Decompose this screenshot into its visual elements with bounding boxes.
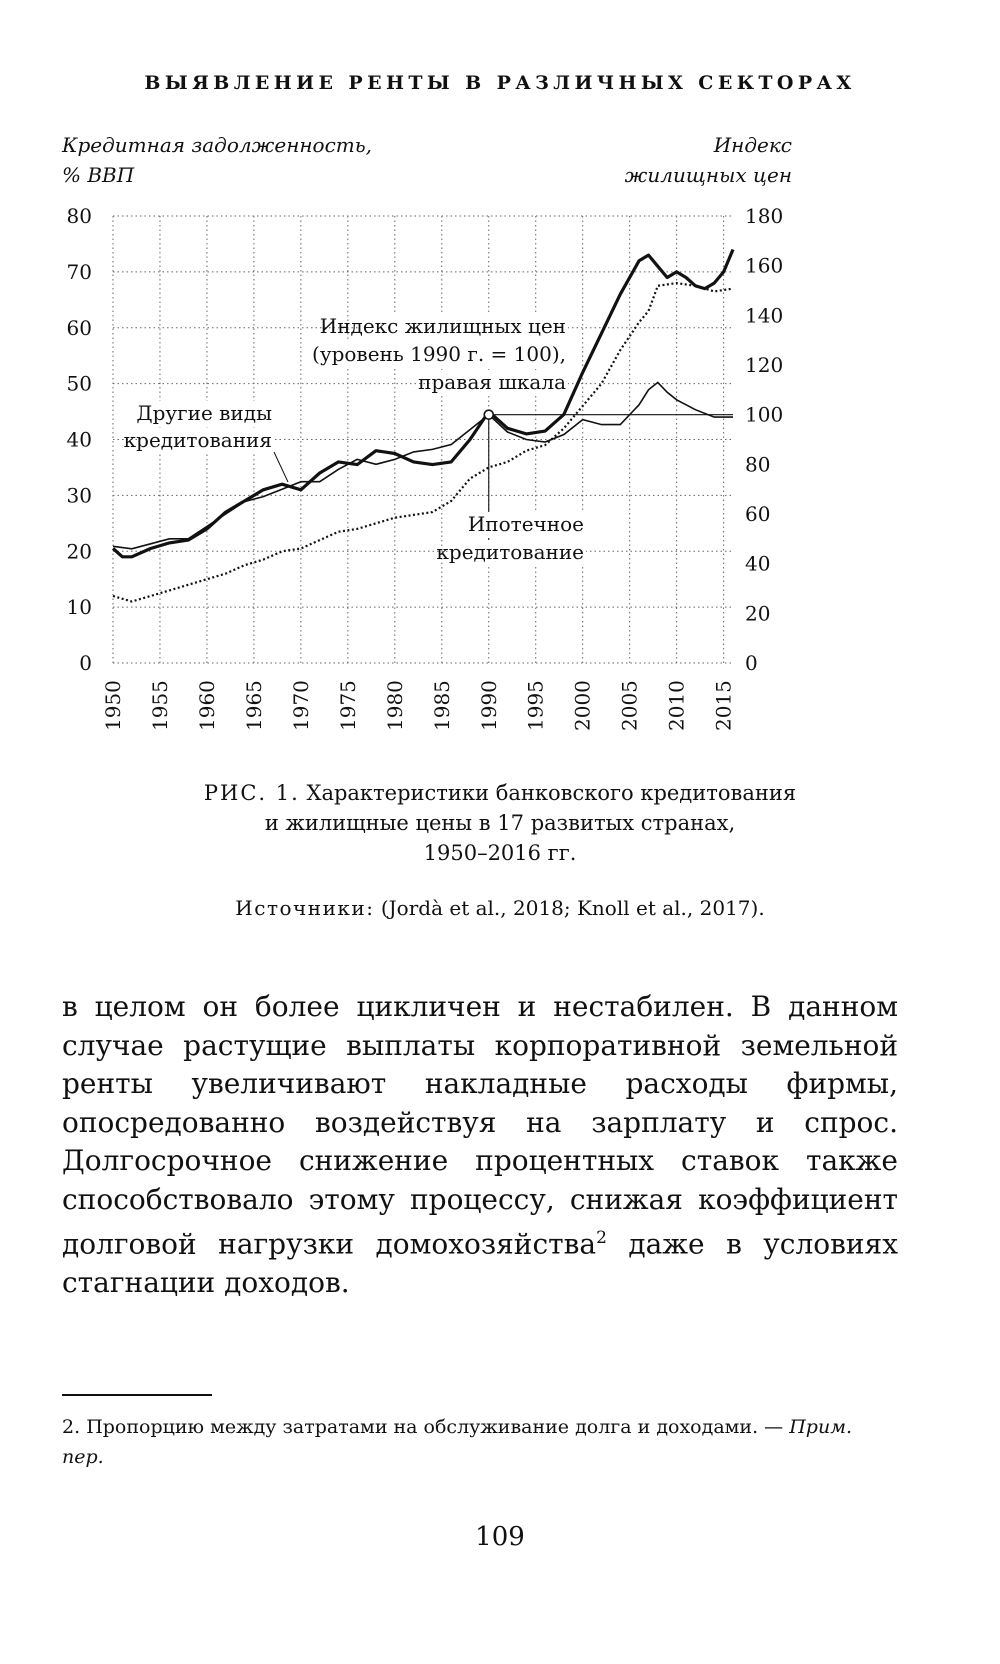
paragraph-text: в целом он более цикличен и нестабилен. В данном случае растущие выплаты корпоративной земельной ренты увеличивают накладные расходы фирмы, опосредованно воздействуя на зарплату и спрос. Долгосрочное снижение процентных ставок также способствовало этому процессу, снижая коэффициент долговой нагрузки домохозяйства xyxy=(62,990,898,1261)
x-tick-label: 1985 xyxy=(429,680,454,731)
left-tick-label: 70 xyxy=(66,259,92,284)
footnote-number: 2. xyxy=(62,1416,81,1438)
x-tick-label: 1955 xyxy=(147,680,172,731)
right-tick-label: 120 xyxy=(745,353,784,377)
other-credit-label-line: Другие виды xyxy=(136,401,272,425)
house-price-label-line: правая шкала xyxy=(418,370,566,394)
caption-line3: 1950–2016 гг. xyxy=(423,841,577,865)
left-tick-label: 20 xyxy=(66,539,92,564)
left-tick-label: 60 xyxy=(66,315,92,340)
caption-label: РИС. 1. xyxy=(203,781,300,805)
footnote-text: Пропорцию между затратами на обслуживание долга и доходами. — xyxy=(86,1416,784,1438)
x-tick-label: 1990 xyxy=(476,680,501,731)
x-tick-label: 1970 xyxy=(288,680,313,731)
left-tick-label: 0 xyxy=(79,651,92,675)
footnote-rule xyxy=(62,1394,212,1396)
right-tick-label: 80 xyxy=(745,452,771,477)
x-tick-label: 1980 xyxy=(382,680,407,731)
right-tick-label: 40 xyxy=(745,551,771,576)
sources-text: (Jordà et al., 2018; Knoll et al., 2017). xyxy=(380,896,765,920)
chart xyxy=(0,0,1000,760)
right-axis-title-line1: Индекс xyxy=(713,133,792,157)
left-tick-label: 50 xyxy=(66,371,92,396)
mortgage-label-line: Ипотечное xyxy=(467,512,584,536)
marker-1990 xyxy=(484,410,493,419)
left-axis-title-line1: Кредитная задолженность, xyxy=(62,133,372,157)
right-tick-label: 160 xyxy=(745,253,784,278)
right-tick-label: 180 xyxy=(745,204,784,228)
figure-caption xyxy=(0,778,1000,868)
left-tick-label: 10 xyxy=(66,595,92,620)
x-tick-label: 1975 xyxy=(335,680,360,731)
paragraph-end: даже в условиях стагнации доходов. xyxy=(62,1227,898,1299)
caption-line2: и жилищные цены в 17 развитых странах, xyxy=(264,811,736,835)
sources-label: Источники: xyxy=(235,896,375,920)
x-tick-label: 1960 xyxy=(194,680,219,731)
x-tick-label: 1950 xyxy=(101,680,125,731)
right-tick-label: 60 xyxy=(745,502,771,526)
left-tick-label: 40 xyxy=(66,427,92,452)
footnote xyxy=(62,1412,862,1472)
right-axis-title-line2: жилищных цен xyxy=(624,163,792,187)
footnote-ref[interactable]: 2 xyxy=(596,1228,607,1248)
right-tick-label: 140 xyxy=(745,303,784,328)
left-axis-title-line2: % ВВП xyxy=(62,163,135,187)
house-price-label-line: Индекс жилищных цен xyxy=(319,314,566,338)
left-tick-label: 80 xyxy=(66,204,92,228)
figure-sources xyxy=(0,896,1000,920)
footnote-note: Прим. пер. xyxy=(62,1416,852,1468)
x-tick-label: 2010 xyxy=(664,680,689,731)
page-number: 109 xyxy=(475,1522,525,1552)
caption-line1 xyxy=(0,778,1000,808)
caption-text-1: Характеристики банковского кредитования xyxy=(306,781,797,805)
house-price-label-line: (уровень 1990 г. = 100), xyxy=(312,342,566,366)
running-head: ВЫЯВЛЕНИЕ РЕНТЫ В РАЗЛИЧНЫХ СЕКТОРАХ xyxy=(144,72,856,94)
body-paragraph xyxy=(62,988,898,1302)
right-tick-label: 20 xyxy=(745,601,771,626)
right-tick-label: 100 xyxy=(745,402,784,427)
other-credit-label-line: кредитования xyxy=(123,428,272,452)
x-tick-label: 2005 xyxy=(617,680,642,731)
x-tick-label: 1995 xyxy=(523,680,548,731)
other-credit-leader xyxy=(274,452,288,482)
x-tick-label: 2015 xyxy=(711,680,736,731)
right-tick-label: 0 xyxy=(745,651,758,675)
mortgage-label-line: кредитование xyxy=(436,540,584,564)
left-tick-label: 30 xyxy=(66,483,92,508)
x-tick-label: 2000 xyxy=(570,680,595,731)
x-tick-label: 1965 xyxy=(241,680,266,731)
